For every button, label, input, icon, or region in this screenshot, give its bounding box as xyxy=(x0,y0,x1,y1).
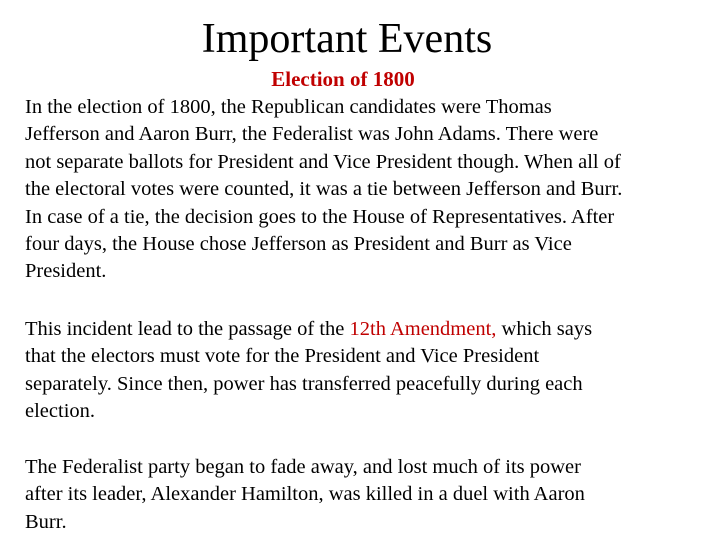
text-segment: which says xyxy=(496,318,593,340)
text-line: The Federalist party began to fade away, and lost much of its power xyxy=(25,456,581,478)
text-line: not separate ballots for President and Vice President though. When all of xyxy=(25,150,621,173)
text-line: that the electors must vote for the President and Vice President xyxy=(25,345,540,368)
text-line: Burr. xyxy=(25,510,67,533)
text-line: election. xyxy=(25,400,96,423)
text-line xyxy=(25,316,705,343)
text-line: four days, the House chose Jefferson as President and Burr as Vice xyxy=(25,233,572,256)
text-line: after its leader, Alexander Hamilton, was killed in a duel with Aaron xyxy=(25,483,585,506)
text-line: In case of a tie, the decision goes to the House of Representatives. After xyxy=(25,205,615,228)
paragraph-federalist-decline xyxy=(25,454,705,536)
slide-subtitle: Election of 1800 xyxy=(271,67,415,91)
paragraph-election-1800 xyxy=(25,94,705,286)
text-segment: This incident lead to the passage of the xyxy=(25,318,350,340)
text-line: In the election of 1800, the Republican candidates were Thomas xyxy=(25,96,552,118)
text-line: Jefferson and Aaron Burr, the Federalist was John Adams. There were xyxy=(25,123,599,146)
paragraph-12th-amendment xyxy=(25,316,705,426)
text-line: separately. Since then, power has transferred peacefully during each xyxy=(25,372,583,395)
text-line: the electoral votes were counted, it was a tie between Jefferson and Burr. xyxy=(25,178,623,201)
text-line: President. xyxy=(25,260,107,283)
slide-title: Important Events xyxy=(201,16,493,62)
amendment-highlight: 12th Amendment, xyxy=(349,318,497,340)
